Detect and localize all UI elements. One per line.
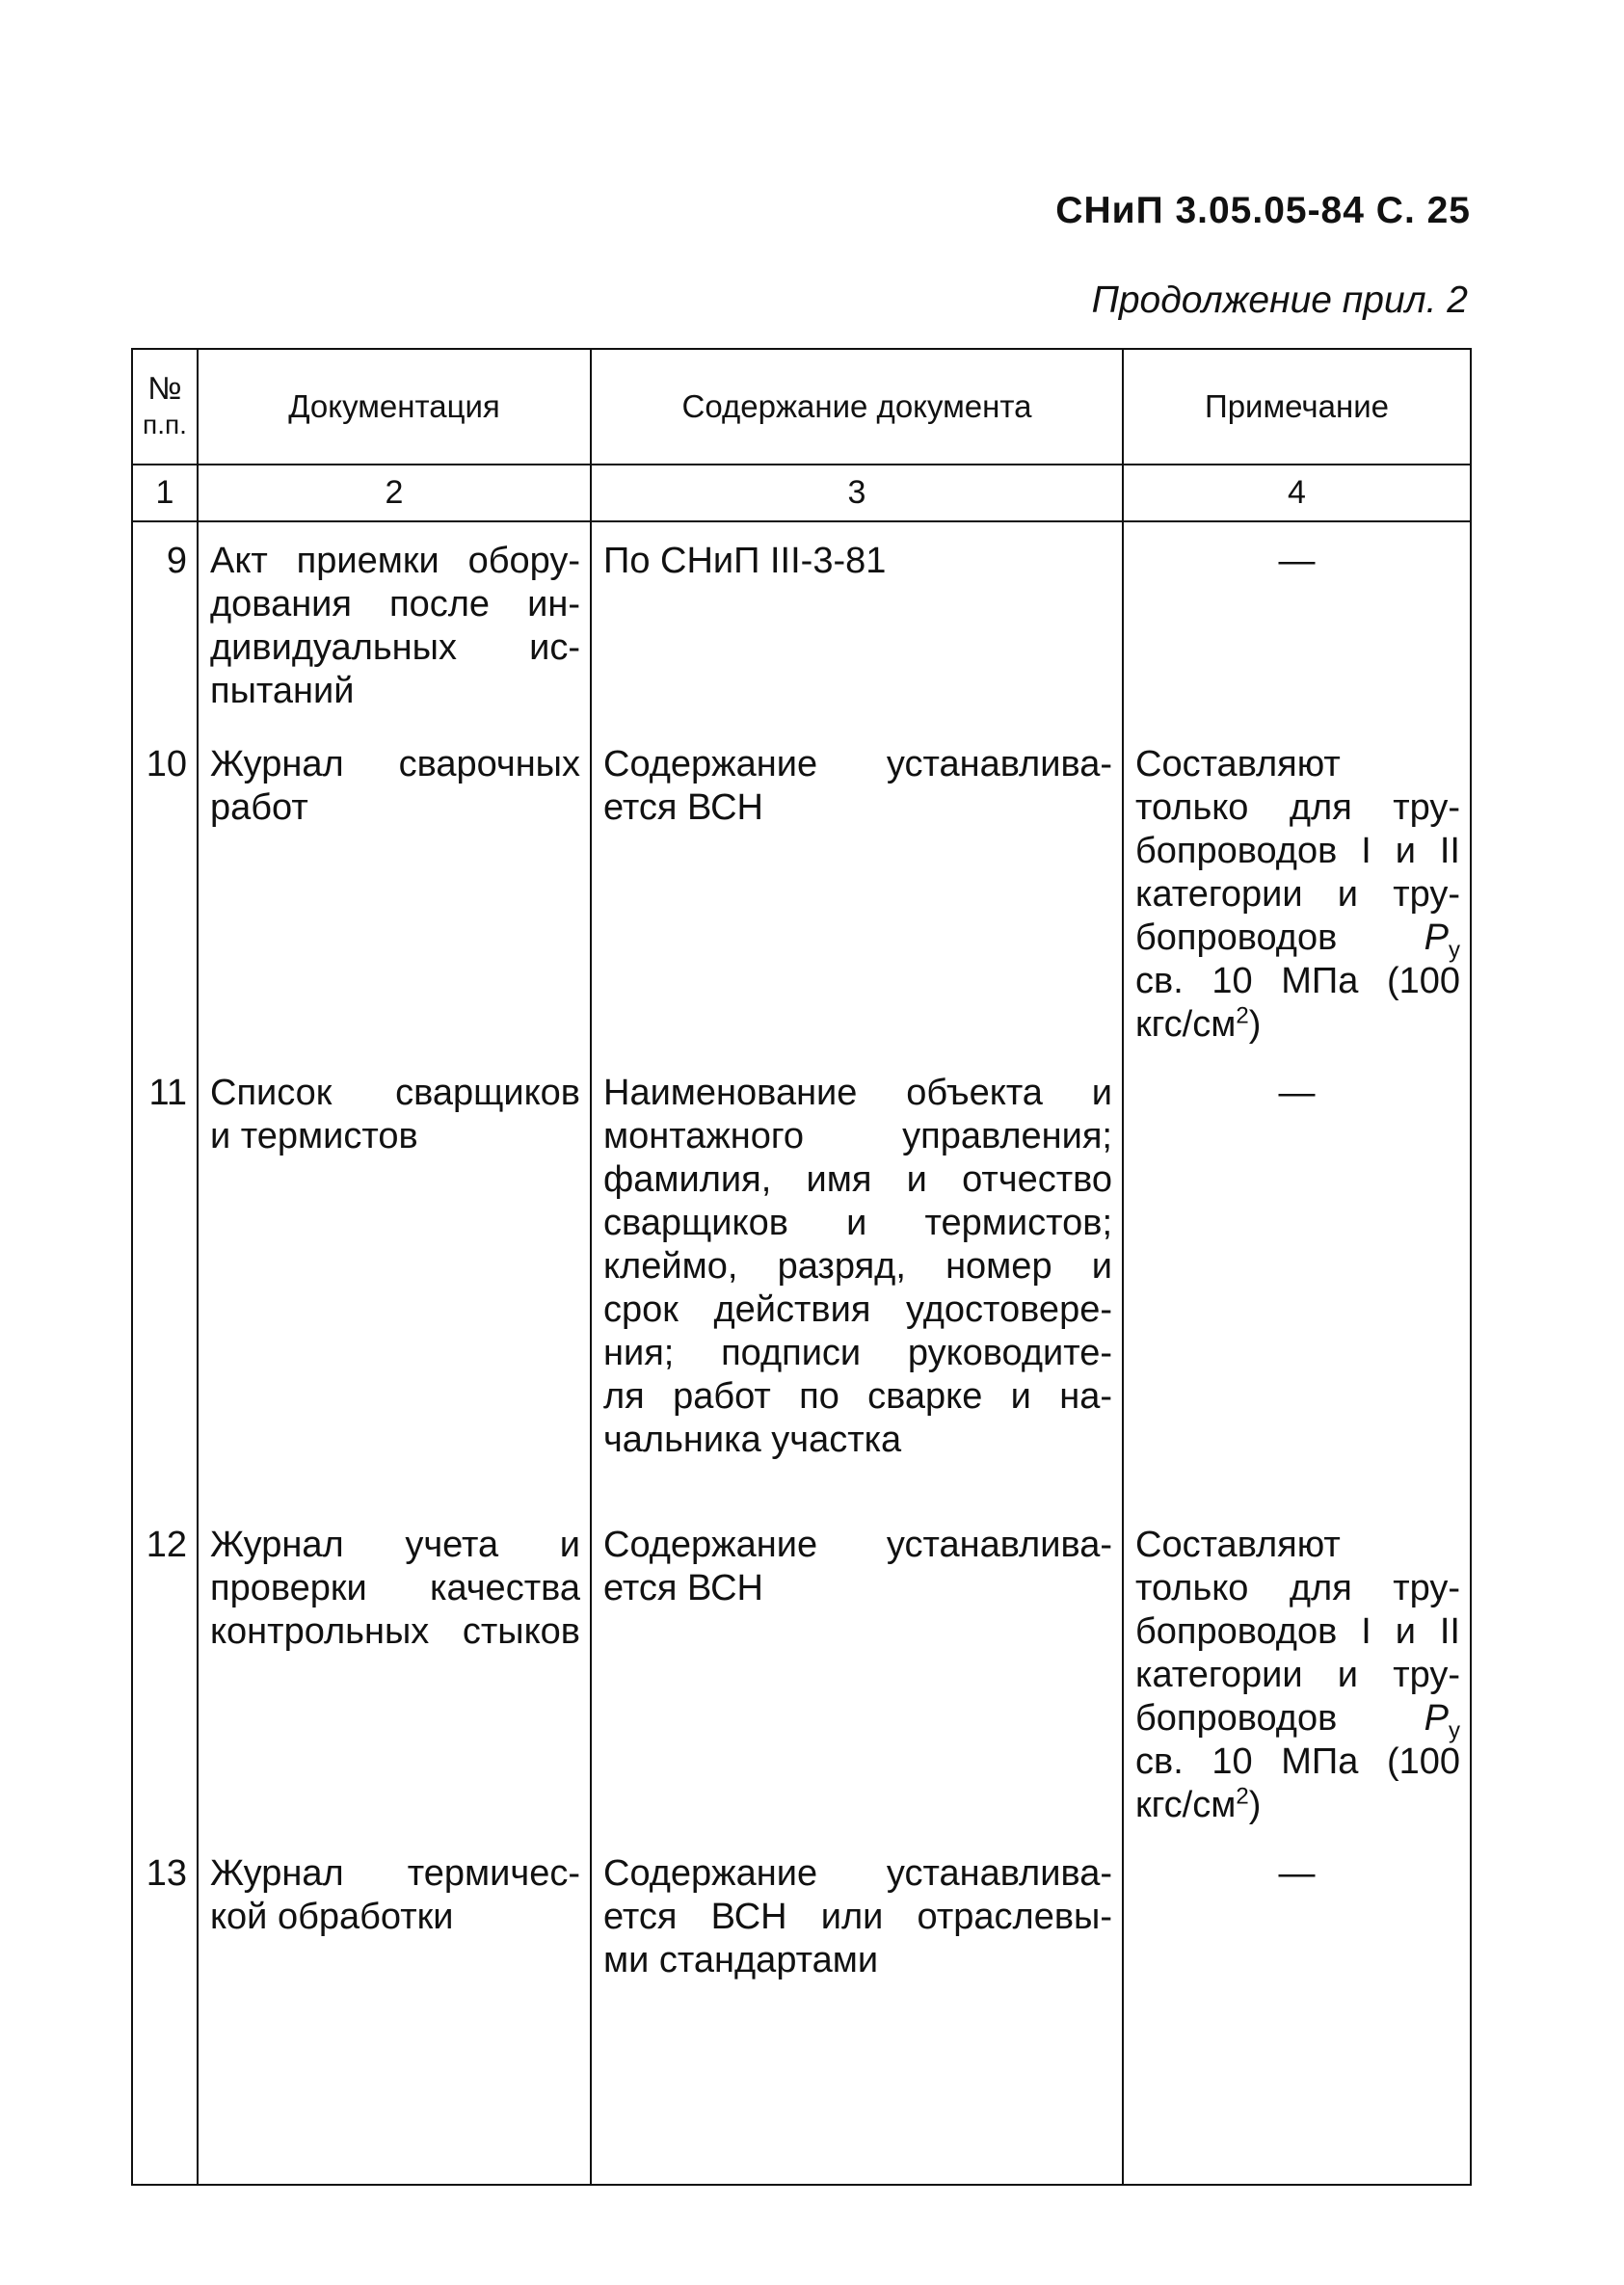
table-row — [132, 726, 1471, 1054]
pressure-subscript: у — [1449, 1717, 1460, 1744]
header-cell-note: Примечание — [1123, 349, 1471, 465]
doc-text-line: работ — [210, 787, 308, 828]
content-text-line: По СНиП III-3-81 — [603, 541, 887, 581]
column-number: 3 — [591, 465, 1123, 521]
content-text-line: клеймо, разряд, номер и — [603, 1246, 1112, 1287]
note-text-line: бопроводов $P_у$ — [1135, 1698, 1460, 1744]
doc-cell — [198, 726, 591, 1054]
note-text-line: кгс/$см^2$) — [1135, 1002, 1262, 1045]
content-cell — [591, 521, 1123, 726]
content-text-line: ется ВСН или отраслевы- — [603, 1897, 1112, 1937]
doc-text-line: пытаний — [210, 671, 355, 711]
content-text-line: Наименование объекта и — [603, 1073, 1112, 1113]
content-text-line: ется ВСН — [603, 787, 763, 828]
pressure-symbol: P — [1424, 917, 1449, 958]
note-text-line: св. 10 МПа (100 — [1135, 961, 1460, 1001]
content-text-line: сварщиков и термистов; — [603, 1203, 1112, 1243]
doc-text-line: кой обработки — [210, 1897, 454, 1937]
row-number-cell — [132, 1835, 198, 2185]
content-text-line: ми стандартами — [603, 1940, 879, 1980]
note-text-line: бопроводов $P_у$ — [1135, 917, 1460, 964]
content-text-line: Содержание устанавлива- — [603, 1853, 1112, 1894]
note-text-line: только для тру- — [1135, 1568, 1460, 1608]
unit-superscript: 2 — [1236, 1783, 1249, 1810]
content-cell — [591, 1835, 1123, 2185]
content-text-line: Содержание устанавлива- — [603, 744, 1112, 784]
row-number: 12 — [146, 1525, 187, 1565]
note-text-line: бопроводов I и II — [1135, 1611, 1460, 1652]
table-row — [132, 521, 1471, 726]
doc-text-line: контрольных стыков — [210, 1611, 580, 1652]
document-code: СНиП 3.05.05-84 С. 25 — [1055, 190, 1471, 231]
content-text-line: ния; подписи руководите- — [603, 1333, 1112, 1373]
content-cell — [591, 1506, 1123, 1835]
content-text-line: ля работ по сварке и на- — [603, 1376, 1112, 1417]
note-cell — [1123, 726, 1471, 1054]
doc-text-line: проверки качества — [210, 1568, 580, 1608]
note-dash: — — [1278, 1853, 1316, 1894]
note-text-line: Составляют — [1135, 1525, 1341, 1565]
row-number-cell — [132, 521, 198, 726]
doc-text-line: Акт приемки обору- — [210, 541, 580, 581]
doc-text-line: дования после ин- — [210, 584, 580, 624]
note-cell — [1123, 521, 1471, 726]
content-text-line: фамилия, имя и отчество — [603, 1159, 1112, 1200]
content-text-line: срок действия удостовере- — [603, 1289, 1112, 1330]
header-cell-no — [132, 349, 198, 465]
note-text-line: кгс/$см^2$) — [1135, 1783, 1262, 1825]
row-number-cell — [132, 1506, 198, 1835]
doc-cell — [198, 521, 591, 726]
content-cell — [591, 726, 1123, 1054]
content-text-line: монтажного управления; — [603, 1116, 1112, 1156]
row-number: 11 — [148, 1073, 187, 1113]
note-text-line: Составляют — [1135, 744, 1341, 784]
content-text-line: Содержание устанавлива- — [603, 1525, 1112, 1565]
doc-text-line: Журнал сварочных — [210, 744, 580, 784]
column-number-row — [132, 465, 1471, 521]
pressure-subscript: у — [1449, 937, 1460, 964]
header-cell-doc: Документация — [198, 349, 591, 465]
content-text-line: чальника участка — [603, 1420, 902, 1460]
column-number: 1 — [132, 465, 198, 521]
unit-superscript: 2 — [1236, 1002, 1249, 1029]
note-cell — [1123, 1054, 1471, 1506]
content-text-line: ется ВСН — [603, 1568, 763, 1608]
table-header-row — [132, 349, 1471, 465]
doc-text-line: Журнал учета и — [210, 1525, 580, 1565]
header-no-line2: п.п. — [143, 410, 187, 439]
note-text-line: только для тру- — [1135, 787, 1460, 828]
note-dash: — — [1278, 541, 1316, 581]
row-number: 13 — [146, 1853, 187, 1894]
documentation-table — [131, 348, 1472, 2186]
table-row — [132, 1506, 1471, 1835]
row-number: 10 — [146, 744, 187, 784]
note-text-line: бопроводов I и II — [1135, 831, 1460, 871]
row-number-cell — [132, 726, 198, 1054]
note-dash: — — [1278, 1073, 1316, 1113]
note-text-line: категории и тру- — [1135, 1655, 1460, 1695]
doc-cell — [198, 1835, 591, 2185]
note-text-line: категории и тру- — [1135, 874, 1460, 915]
row-number: 9 — [166, 541, 187, 581]
doc-text-line: дивидуальных ис- — [210, 627, 580, 668]
doc-text-line: Список сварщиков — [210, 1073, 580, 1113]
doc-cell — [198, 1054, 591, 1506]
note-text-line: св. 10 МПа (100 — [1135, 1741, 1460, 1782]
header-cell-content: Содержание документа — [591, 349, 1123, 465]
note-cell — [1123, 1835, 1471, 2185]
note-cell — [1123, 1506, 1471, 1835]
table-row — [132, 1054, 1471, 1506]
column-number: 4 — [1123, 465, 1471, 521]
content-cell — [591, 1054, 1123, 1506]
doc-cell — [198, 1506, 591, 1835]
column-number: 2 — [198, 465, 591, 521]
continuation-label: Продолжение прил. 2 — [1091, 279, 1468, 321]
pressure-symbol: P — [1424, 1698, 1449, 1739]
table-row — [132, 1835, 1471, 2185]
doc-text-line: Журнал термичес- — [210, 1853, 580, 1894]
doc-text-line: и термистов — [210, 1116, 418, 1156]
header-no-line1: № — [147, 370, 182, 406]
row-number-cell — [132, 1054, 198, 1506]
